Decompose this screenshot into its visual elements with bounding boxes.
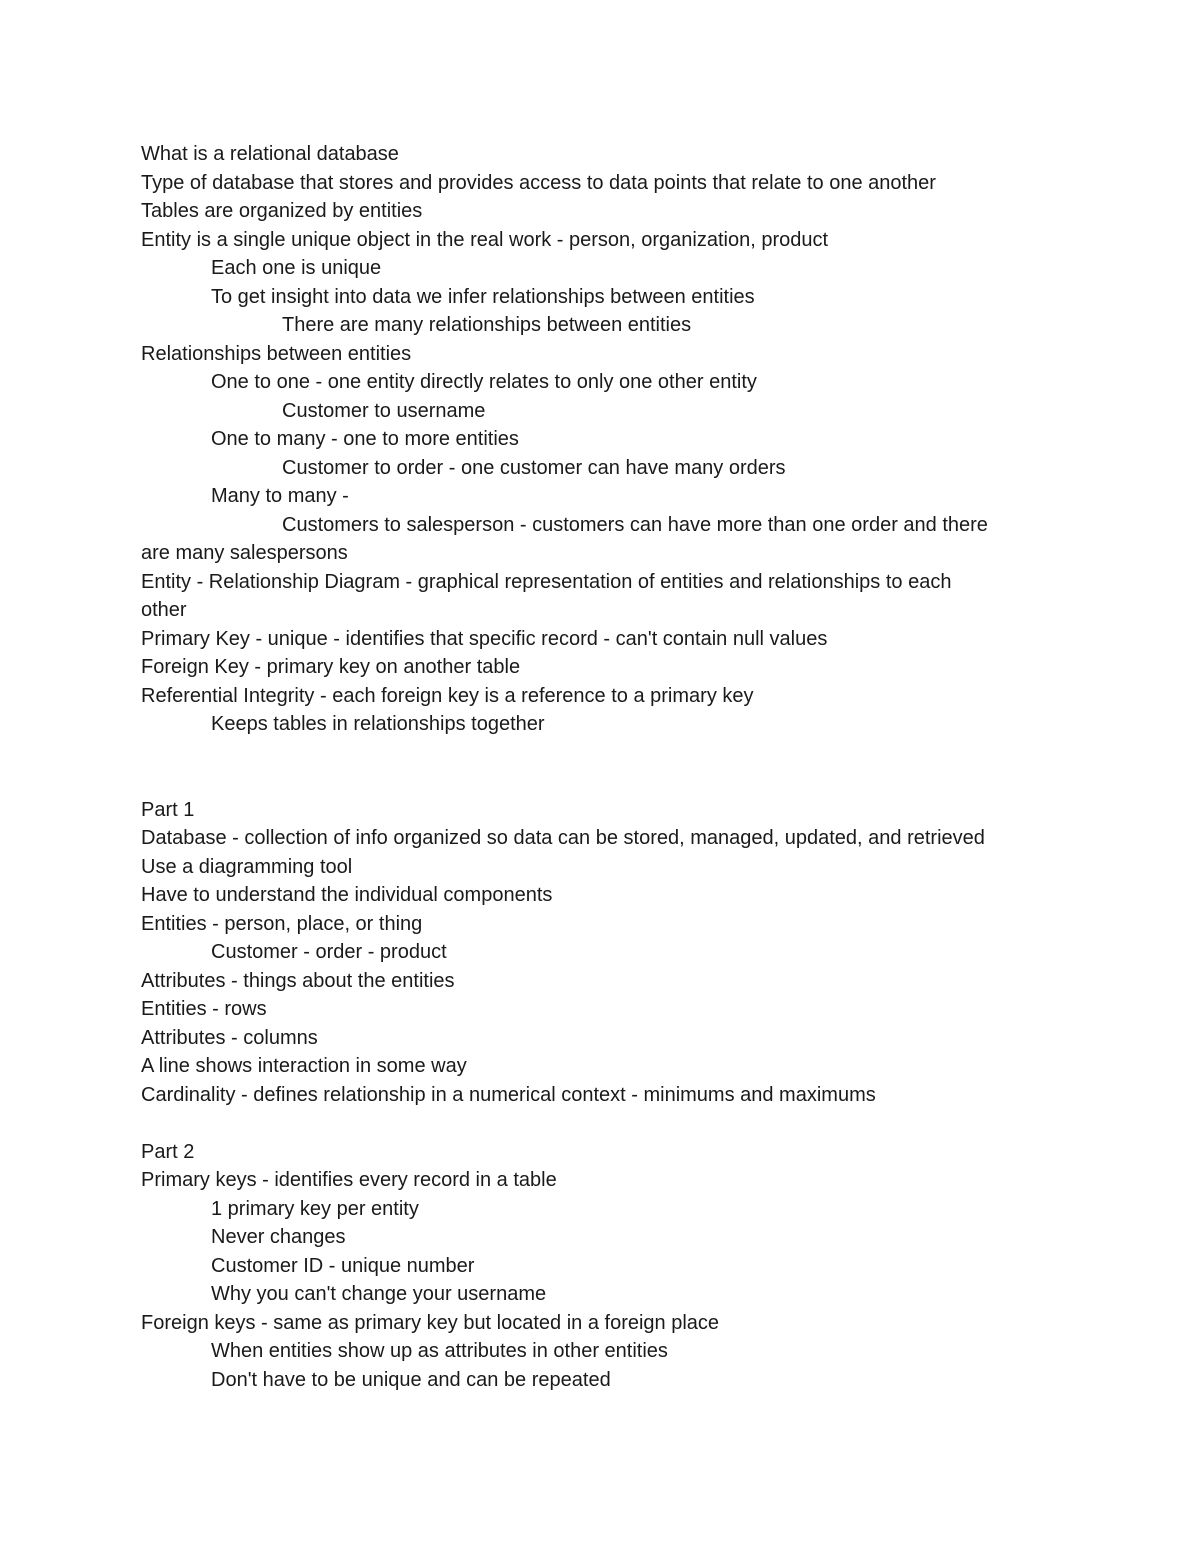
text-line: Entities - rows	[141, 998, 267, 1020]
text-line: Attributes - things about the entities	[141, 969, 455, 992]
text-line: Why you can't change your username	[211, 1283, 547, 1305]
text-line: Customer - order - product	[211, 941, 447, 963]
text-line: Many to many -	[211, 485, 349, 507]
text-line: Database - collection of info organized so data can be stored, managed, updated, and retrieved	[141, 827, 985, 849]
text-line: Type of database that stores and provides access to data points that relate to one another	[141, 171, 936, 194]
text-line: Primary Key - unique - identifies that specific record - can't contain null values	[141, 627, 828, 650]
section-part-2	[141, 1138, 1061, 1395]
text-line: A line shows interaction in some way	[141, 1055, 467, 1077]
text-line: Cardinality - defines relationship in a numerical context - minimums and maximums	[141, 1083, 876, 1106]
text-line: Entity - Relationship Diagram - graphical representation of entities and relationships to each	[141, 570, 952, 593]
blank-line	[141, 1109, 1061, 1138]
text-line: Attributes - columns	[141, 1026, 318, 1049]
text-line: Keeps tables in relationships together	[211, 713, 545, 735]
text-line: Foreign Key - primary key on another table	[141, 656, 521, 678]
text-line: Customers to salesperson - customers can have more than one order and there	[282, 513, 988, 536]
text-line: There are many relationships between entities	[282, 314, 692, 336]
text-line: 1 primary key per entity	[211, 1197, 419, 1220]
text-line: Foreign keys - same as primary key but located in a foreign place	[141, 1311, 720, 1334]
text-line: To get insight into data we infer relationships between entities	[211, 285, 755, 308]
text-line: Use a diagramming tool	[141, 855, 353, 878]
text-line: other	[141, 599, 187, 621]
text-line: Entities - person, place, or thing	[141, 912, 423, 935]
heading-relational-database: What is a relational database	[141, 143, 399, 165]
blank-line	[141, 739, 1061, 768]
text-line: Don't have to be unique and can be repeated	[211, 1368, 611, 1391]
text-line: Never changes	[211, 1226, 346, 1248]
section-part-1	[141, 796, 1061, 1110]
text-line: Customer to username	[282, 399, 486, 422]
text-line: Relationships between entities	[141, 342, 412, 365]
text-line: One to one - one entity directly relates to only one other entity	[211, 371, 757, 393]
blank-line	[141, 767, 1061, 796]
notes-body	[141, 140, 1061, 1394]
heading-part-2: Part 2	[141, 1140, 195, 1163]
text-line: When entities show up as attributes in other entities	[211, 1340, 668, 1362]
text-line: Customer ID - unique number	[211, 1254, 475, 1277]
section-relational-database	[141, 140, 1061, 739]
text-line: are many salespersons	[141, 542, 348, 564]
text-line: Tables are organized by entities	[141, 200, 423, 222]
text-line: One to many - one to more entities	[211, 428, 519, 450]
text-line: Each one is unique	[211, 257, 382, 279]
text-line: Customer to order - one customer can have many orders	[282, 456, 786, 479]
text-line: Entity is a single unique object in the real work - person, organization, product	[141, 228, 829, 251]
text-line: Referential Integrity - each foreign key is a reference to a primary key	[141, 684, 754, 707]
text-line: Primary keys - identifies every record in a table	[141, 1169, 557, 1191]
text-line: Have to understand the individual components	[141, 884, 553, 906]
heading-part-1: Part 1	[141, 798, 195, 821]
